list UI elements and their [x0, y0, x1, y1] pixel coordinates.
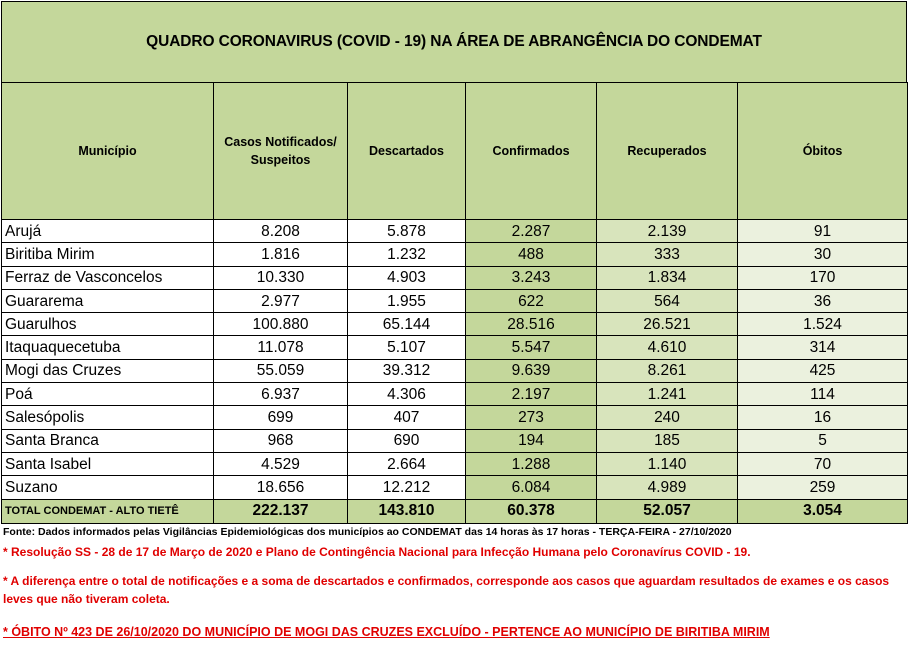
cell-obitos: 259 [738, 476, 908, 499]
total-notificados: 222.137 [214, 499, 348, 523]
cell-municipio: Guararema [2, 289, 214, 312]
cell-notificados: 699 [214, 406, 348, 429]
header-confirmados: Confirmados [466, 83, 597, 220]
cell-municipio: Guarulhos [2, 313, 214, 336]
cell-recuperados: 564 [597, 289, 738, 312]
total-obitos: 3.054 [738, 499, 908, 523]
cell-notificados: 6.937 [214, 383, 348, 406]
table-row [2, 266, 908, 289]
cell-confirmados: 3.243 [466, 266, 597, 289]
note-resolution: * Resolução SS - 28 de 17 de Março de 2020 e Plano de Contingência Nacional para Infecção Humana pelo Coronavírus COVID - 19. [3, 545, 751, 559]
total-confirmados: 60.378 [466, 499, 597, 523]
cell-descartados: 1.232 [348, 243, 466, 266]
cell-descartados: 65.144 [348, 313, 466, 336]
cell-notificados: 11.078 [214, 336, 348, 359]
cell-descartados: 5.107 [348, 336, 466, 359]
cell-obitos: 16 [738, 406, 908, 429]
cell-municipio: Ferraz de Vasconcelos [2, 266, 214, 289]
cell-recuperados: 333 [597, 243, 738, 266]
cell-descartados: 12.212 [348, 476, 466, 499]
cell-confirmados: 5.547 [466, 336, 597, 359]
cell-recuperados: 1.241 [597, 383, 738, 406]
cell-municipio: Mogi das Cruzes [2, 359, 214, 382]
header-obitos: Óbitos [738, 83, 908, 220]
cell-recuperados: 1.140 [597, 452, 738, 475]
header-descartados: Descartados [348, 83, 466, 220]
cell-confirmados: 1.288 [466, 452, 597, 475]
table-row [2, 406, 908, 429]
table-row [2, 243, 908, 266]
cell-municipio: Arujá [2, 220, 214, 243]
cell-notificados: 1.816 [214, 243, 348, 266]
cell-notificados: 8.208 [214, 220, 348, 243]
cell-recuperados: 2.139 [597, 220, 738, 243]
cell-descartados: 4.903 [348, 266, 466, 289]
cell-descartados: 1.955 [348, 289, 466, 312]
cell-obitos: 1.524 [738, 313, 908, 336]
total-recuperados: 52.057 [597, 499, 738, 523]
source-note: Fonte: Dados informados pelas Vigilâncias Epidemiológicas dos municípios ao CONDEMAT das 14 horas às 17 horas - TERÇA-FEIRA - 27/10/2020 [3, 526, 732, 538]
cell-obitos: 30 [738, 243, 908, 266]
cell-confirmados: 2.197 [466, 383, 597, 406]
cell-recuperados: 4.989 [597, 476, 738, 499]
cell-obitos: 70 [738, 452, 908, 475]
cell-confirmados: 2.287 [466, 220, 597, 243]
cell-descartados: 39.312 [348, 359, 466, 382]
cell-descartados: 5.878 [348, 220, 466, 243]
cell-notificados: 55.059 [214, 359, 348, 382]
cell-descartados: 4.306 [348, 383, 466, 406]
table-row [2, 220, 908, 243]
cell-notificados: 2.977 [214, 289, 348, 312]
cell-recuperados: 8.261 [597, 359, 738, 382]
cell-recuperados: 26.521 [597, 313, 738, 336]
cell-municipio: Poá [2, 383, 214, 406]
cell-municipio: Itaquaquecetuba [2, 336, 214, 359]
table-row [2, 476, 908, 499]
cell-municipio: Biritiba Mirim [2, 243, 214, 266]
cell-confirmados: 6.084 [466, 476, 597, 499]
table-row [2, 383, 908, 406]
cell-confirmados: 273 [466, 406, 597, 429]
cell-confirmados: 194 [466, 429, 597, 452]
header-row [2, 83, 908, 220]
cell-obitos: 91 [738, 220, 908, 243]
header-recuperados: Recuperados [597, 83, 738, 220]
cell-obitos: 114 [738, 383, 908, 406]
cell-notificados: 18.656 [214, 476, 348, 499]
cell-confirmados: 9.639 [466, 359, 597, 382]
table-row [2, 359, 908, 382]
table-row [2, 289, 908, 312]
total-descartados: 143.810 [348, 499, 466, 523]
cell-notificados: 4.529 [214, 452, 348, 475]
cell-recuperados: 185 [597, 429, 738, 452]
cell-notificados: 100.880 [214, 313, 348, 336]
cell-municipio: Salesópolis [2, 406, 214, 429]
cell-obitos: 425 [738, 359, 908, 382]
cell-recuperados: 1.834 [597, 266, 738, 289]
header-municipio: Município [2, 83, 214, 220]
table-row [2, 452, 908, 475]
cell-recuperados: 4.610 [597, 336, 738, 359]
cell-notificados: 10.330 [214, 266, 348, 289]
cell-descartados: 2.664 [348, 452, 466, 475]
cell-obitos: 5 [738, 429, 908, 452]
note-death-correction: * ÓBITO Nº 423 DE 26/10/2020 DO MUNICÍPIO DE MOGI DAS CRUZES EXCLUÍDO - PERTENCE AO MUNICÍPIO DE BIRITIBA MIRIM [3, 625, 770, 639]
cell-confirmados: 622 [466, 289, 597, 312]
total-row [2, 499, 908, 523]
cell-obitos: 314 [738, 336, 908, 359]
header-notificados: Casos Notificados/ Suspeitos [214, 83, 348, 220]
cell-notificados: 968 [214, 429, 348, 452]
cell-municipio: Santa Branca [2, 429, 214, 452]
cell-descartados: 407 [348, 406, 466, 429]
table-title: QUADRO CORONAVIRUS (COVID - 19) NA ÁREA DE ABRANGÊNCIA DO CONDEMAT [1, 1, 907, 83]
table-row [2, 313, 908, 336]
note-difference: * A diferença entre o total de notificações e a soma de descartados e confirmados, corresponde aos casos que aguardam resultados de exames e os casos leves que não tiveram coleta. [3, 574, 890, 606]
cell-confirmados: 28.516 [466, 313, 597, 336]
cell-confirmados: 488 [466, 243, 597, 266]
table-row [2, 429, 908, 452]
cell-recuperados: 240 [597, 406, 738, 429]
cell-municipio: Santa Isabel [2, 452, 214, 475]
covid-table [1, 82, 908, 524]
cell-obitos: 170 [738, 266, 908, 289]
table-row [2, 336, 908, 359]
cell-descartados: 690 [348, 429, 466, 452]
total-label: TOTAL CONDEMAT - ALTO TIETÊ [2, 499, 214, 523]
cell-municipio: Suzano [2, 476, 214, 499]
cell-obitos: 36 [738, 289, 908, 312]
